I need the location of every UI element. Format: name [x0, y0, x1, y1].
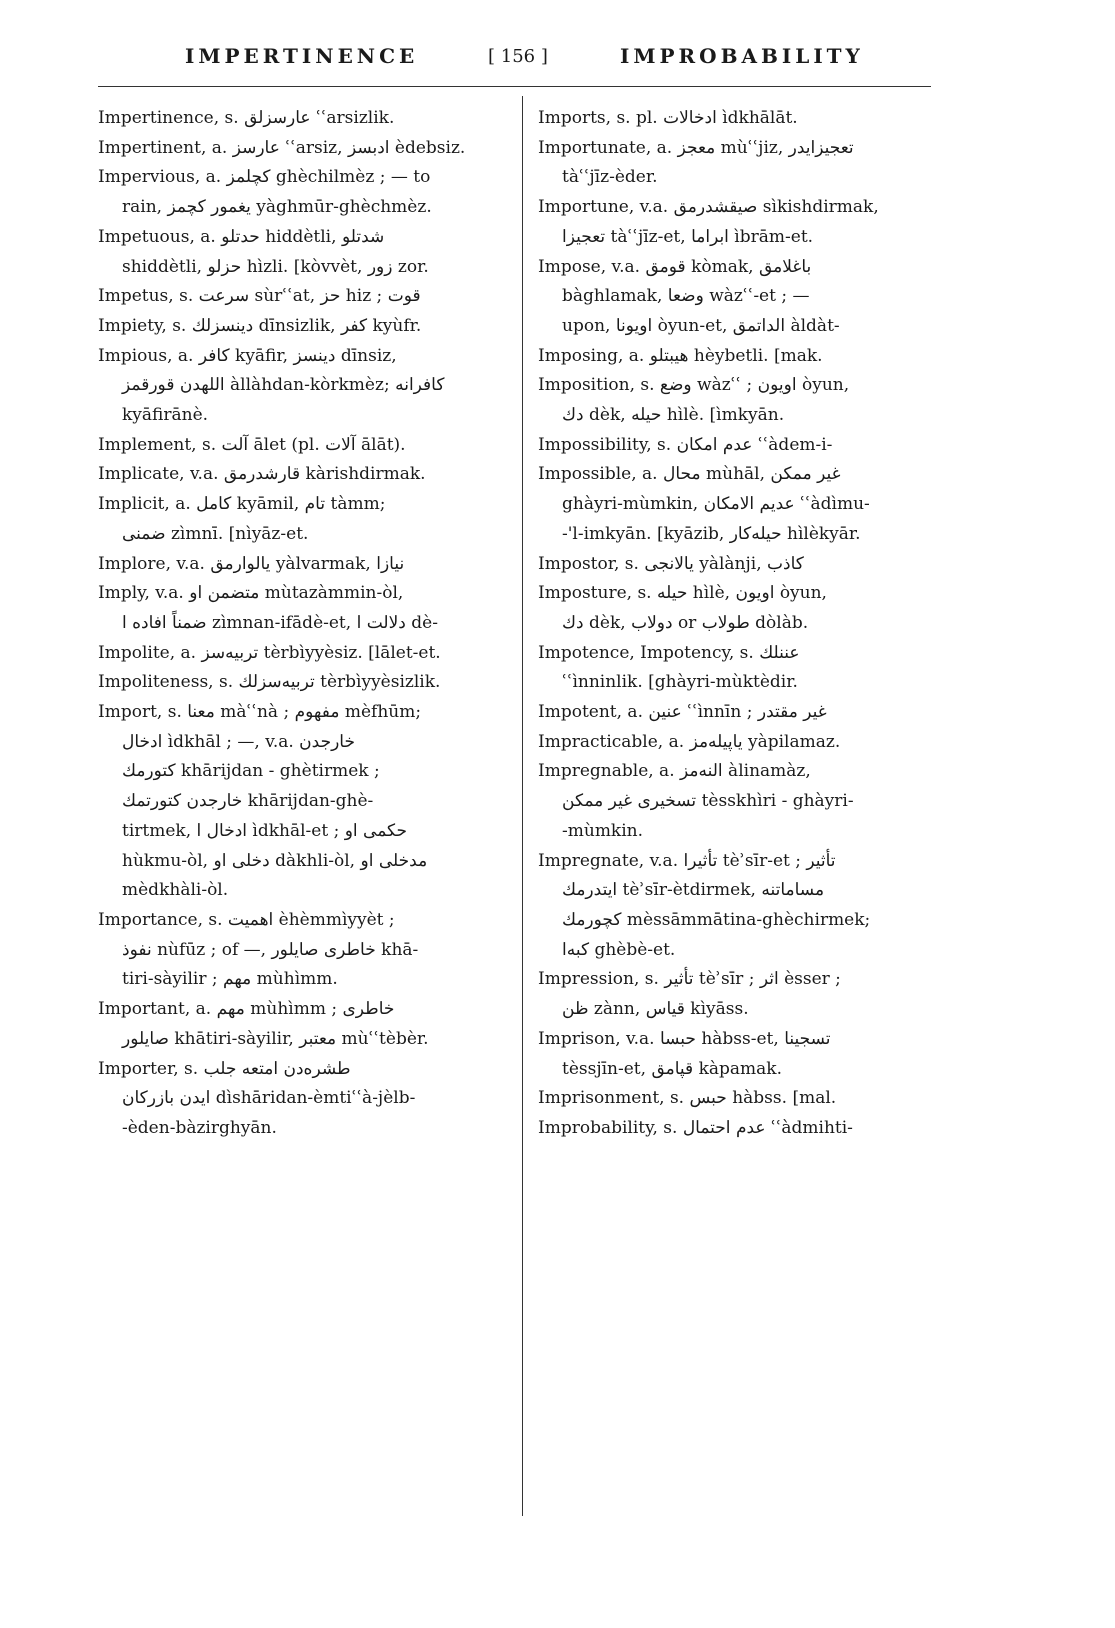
entry-continuation: hùkmu-òl, دخلى او dàkhli-òl, مدخلى او	[122, 850, 428, 871]
entry-headline: Impetus, s. سرعت sùrʿʿat, حز hiz ; قوت	[98, 286, 421, 307]
entry-continuation: دك dèk, دولاب or طولاب dòlàb.	[562, 612, 809, 633]
entry-headline: Impose, v.a. قومق kòmak, باغلامق	[538, 256, 812, 277]
dictionary-entry	[98, 550, 512, 580]
entry-continuation: دك dèk, حيله hìlè. [ìmkyān.	[562, 405, 785, 426]
entry-continuation: ghàyri-mùmkin, عديم الامكان ʿʿàdìmu-	[562, 494, 870, 515]
page-number: [ 156 ]	[488, 46, 548, 67]
entry-headline: Implore, v.a. يالوارمق yàlvarmak, نيازا	[98, 553, 405, 574]
entry-headline: Importer, s. طشره‌دن امتعه جلب	[98, 1058, 351, 1079]
entry-headline: Impregnable, a. النه‌مز àlinamàz,	[538, 761, 811, 782]
dictionary-entry	[98, 668, 512, 698]
column-divider	[522, 96, 523, 1516]
dictionary-entry	[538, 965, 952, 1024]
entry-headline: Imposing, a. هيبتلو hèybetli. [mak.	[538, 345, 823, 366]
entry-continuation: mèdkhàli-òl.	[122, 880, 229, 901]
dictionary-entry	[538, 342, 952, 372]
dictionary-entry	[98, 906, 512, 995]
entry-headline: Impiety, s. دينسزلك dīnsizlik, كفر kyùfr.	[98, 315, 422, 336]
entry-continuation: bàghlamak, وضعا wàzʿʿ-et ; —	[562, 286, 810, 307]
entry-continuation: خارجدن كتورتمك khārijdan-ghè-	[122, 791, 374, 812]
entry-headline: Implicate, v.a. قارشدرمق kàrishdirmak.	[98, 464, 426, 485]
dictionary-entry	[538, 253, 952, 342]
dictionary-entry	[98, 312, 512, 342]
entry-continuation: shiddètli, حزلو hìzli. [kòvvèt, زور zor.	[122, 256, 429, 277]
entry-continuation: tèssjīn-et, قپامق kàpamak.	[562, 1058, 783, 1079]
dictionary-entry	[98, 342, 512, 431]
dictionary-entry	[98, 104, 512, 134]
header-left-word: IMPERTINENCE	[185, 44, 419, 68]
entry-headline: Importunate, a. معجز mùʿʿjiz, تعجيزايدر	[538, 137, 854, 158]
entry-headline: Impertinence, s. عارسزلق ʿʿarsizlik.	[98, 108, 395, 128]
dictionary-entry	[98, 639, 512, 669]
dictionary-entry	[98, 282, 512, 312]
entry-continuation: نفوذ nùfūz ; of —, خاطرى صايلور khā-	[122, 939, 419, 960]
entry-headline: Implicit, a. كامل kyāmil, تام tàmm;	[98, 494, 386, 515]
entry-headline: Imports, s. pl. ادخالات ìdkhālāt.	[538, 108, 798, 128]
entry-headline: Impervious, a. كچلمز ghèchilmèz ; — to	[98, 167, 431, 188]
left-column	[98, 104, 512, 1144]
right-column	[538, 104, 952, 1144]
entry-headline: Importune, v.a. صيقشدرمق sìkishdirmak,	[538, 197, 879, 218]
dictionary-entry	[98, 431, 512, 461]
dictionary-entry	[98, 1055, 512, 1144]
entry-continuation: -'l-imkyān. [kyāzib, حيله‌كار hìlèkyār.	[562, 523, 861, 544]
dictionary-entry	[538, 847, 952, 966]
entry-headline: Impious, a. كافر kyāfir, دينسز dīnsiz,	[98, 345, 397, 366]
entry-headline: Imply, v.a. متضمن او mùtazàmmin-òl,	[98, 583, 404, 604]
entry-continuation: tirtmek, ادخال ا ìdkhāl-et ; حكمى او	[122, 820, 407, 841]
entry-continuation: ضمنى zìmnī. [nìyāz-et.	[122, 523, 309, 544]
dictionary-entry	[98, 579, 512, 638]
entry-continuation: ʿʿìnninlik. [ghàyri-mùktèdir.	[562, 672, 798, 693]
entry-continuation: اللهدن قورقمز àllàhdan-kòrkmèz; كافرانه	[122, 375, 445, 396]
entry-continuation: كتورمك khārijdan - ghètirmek ;	[122, 761, 380, 782]
entry-continuation: kyāfirānè.	[122, 405, 209, 426]
dictionary-entry	[98, 698, 512, 906]
entry-headline: Importance, s. اهميت èhèmmìyyèt ;	[98, 909, 395, 930]
entry-continuation: -mùmkin.	[562, 820, 644, 841]
entry-headline: Imposture, s. حيله hìlè, اويون òyun,	[538, 583, 827, 604]
entry-headline: Improbability, s. عدم احتمال ʿʿàdmihti-	[538, 1117, 853, 1138]
dictionary-entry	[538, 698, 952, 728]
entry-continuation: صايلور khātiri-sàyilir, معتبر mùʿʿtèbèr.	[122, 1028, 429, 1049]
entry-continuation: كبه‌ا ghèbè-et.	[562, 939, 676, 960]
entry-continuation: تسخيرى غير ممكن tèsskhìri - ghàyri-	[562, 791, 854, 812]
dictionary-entry	[538, 431, 952, 461]
entry-headline: Imprison, v.a. حبسا hàbss-et, تسجينا	[538, 1028, 831, 1049]
dictionary-entry	[98, 134, 512, 164]
entry-continuation: tiri-sàyilir ; مهم mùhìmm.	[122, 969, 338, 990]
entry-headline: Impotent, a. عنين ʿʿìnnīn ; غير مقتدر	[538, 702, 827, 723]
dictionary-entry	[538, 550, 952, 580]
dictionary-entry	[98, 490, 512, 549]
dictionary-entry	[538, 757, 952, 846]
entry-headline: Impracticable, a. ياپيله‌مز yàpilamaz.	[538, 731, 841, 752]
dictionary-entry	[538, 1114, 952, 1144]
entry-continuation: ايتدرمك tèʾsīr-ètdirmek, مساماتنه	[562, 880, 825, 901]
entry-headline: Implement, s. آلت ālet (pl. آلات ālāt).	[98, 434, 406, 455]
entry-headline: Imposition, s. وضع wàzʿʿ ; اويون òyun,	[538, 375, 850, 396]
entry-continuation: ضمناً افاده ا zìmnan-ifādè-et, دلالت ا dè-	[122, 612, 438, 633]
dictionary-entry	[538, 579, 952, 638]
header-right-word: IMPROBABILITY	[620, 44, 864, 68]
entry-headline: Impetuous, a. حدتلو hiddètli, شدتلو	[98, 226, 385, 247]
dictionary-entry	[98, 460, 512, 490]
entry-continuation: تعجيزا tàʿʿjīz-et, ابراما ìbrām-et.	[562, 226, 814, 247]
entry-continuation: ادخال ìdkhāl ; —, v.a. خارجدن	[122, 731, 355, 752]
entry-continuation: rain, يغمور كچمز yàghmūr-ghèchmèz.	[122, 197, 432, 218]
dictionary-entry	[538, 104, 952, 134]
entry-continuation: ايدن بازركان dìshāridan-èmtiʿʿà-jèlb-	[122, 1088, 416, 1109]
dictionary-entry	[538, 1084, 952, 1114]
dictionary-entry	[538, 134, 952, 193]
header-rule	[98, 86, 931, 87]
entry-headline: Impotence, Impotency, s. عننلك	[538, 642, 800, 663]
entry-headline: Important, a. مهم mùhìmm ; خاطرى	[98, 999, 395, 1020]
entry-continuation: كچورمك mèssāmmātina-ghèchirmek;	[562, 909, 871, 930]
dictionary-entry	[98, 995, 512, 1054]
entry-continuation: upon, اويونا òyun-et, الداتمق àldàt-	[562, 315, 840, 336]
entry-headline: Impression, s. تأثير tèʾsīr ; اثر èsser ;	[538, 969, 841, 990]
entry-headline: Impertinent, a. عارسز ʿʿarsiz, ادبسز èdebsiz.	[98, 137, 466, 158]
dictionary-entry	[538, 193, 952, 252]
entry-headline: Impostor, s. يالانجى yàlànji, كاذب	[538, 553, 804, 574]
entry-continuation: ظن zànn, قياس kìyāss.	[562, 999, 749, 1020]
dictionary-entry	[538, 728, 952, 758]
entry-headline: Impolite, a. تربيه‌سز tèrbìyyèsiz. [lālet-et.	[98, 642, 441, 663]
entry-continuation: -èden-bàzirghyān.	[122, 1117, 277, 1138]
running-header	[100, 44, 930, 80]
dictionary-entry	[98, 163, 512, 222]
entry-headline: Imprisonment, s. حبس hàbss. [mal.	[538, 1088, 837, 1109]
dictionary-entry	[538, 639, 952, 698]
entry-headline: Impossible, a. محال mùhāl, غير ممكن	[538, 464, 841, 485]
entry-headline: Import, s. معنا màʿʿnà ; مفهوم mèfhūm;	[98, 702, 422, 723]
entry-headline: Impoliteness, s. تربيه‌سزلك tèrbìyyèsizlik.	[98, 672, 441, 693]
entry-headline: Impregnate, v.a. تأثيرا tèʾsīr-et ; تأثير	[538, 850, 836, 871]
entry-continuation: tàʿʿjīz-èder.	[562, 167, 658, 188]
dictionary-entry	[538, 1025, 952, 1084]
dictionary-entry	[538, 460, 952, 549]
dictionary-entry	[98, 223, 512, 282]
entry-headline: Impossibility, s. عدم امكان ʿʿàdem-i-	[538, 434, 833, 455]
dictionary-entry	[538, 371, 952, 430]
